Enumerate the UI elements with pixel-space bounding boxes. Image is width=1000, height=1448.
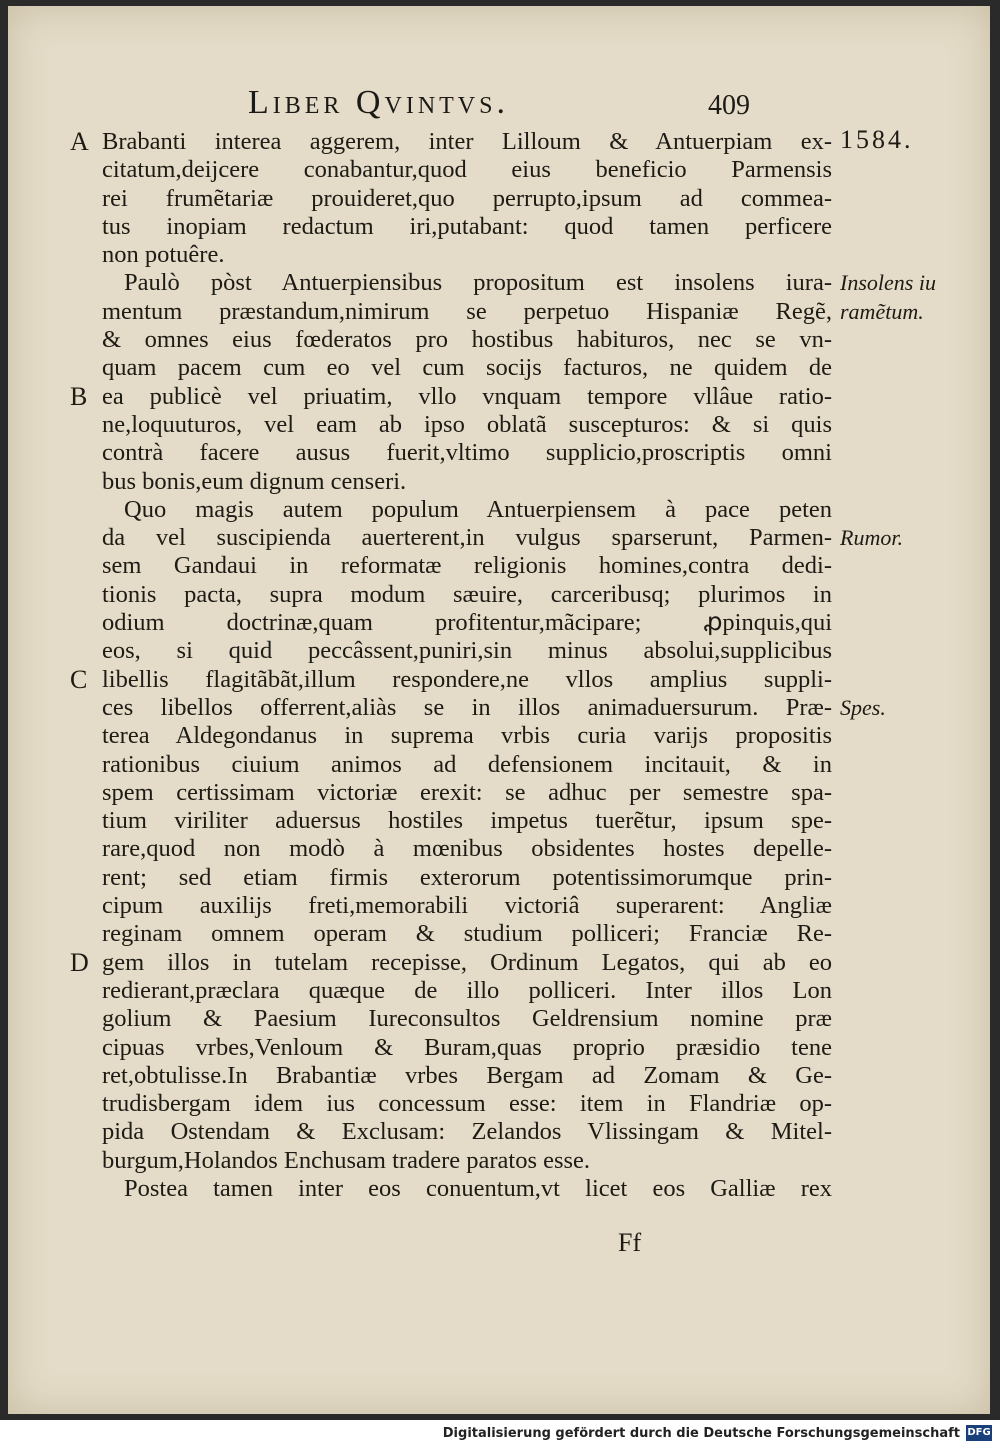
- text-line: [70, 694, 990, 722]
- line-text: gem illos in tutelam recepisse, Ordinum Legatos, qui ab eo: [102, 948, 832, 976]
- line-text: tus inopiam redactum iri,putabant: quod tamen perficere: [102, 212, 832, 240]
- text-line: [70, 807, 990, 835]
- line-text: da vel suscipienda auerterent,in vulgus sparserunt, Parmen-: [102, 524, 832, 552]
- line-text: quam pacem cum eo vel cum socijs facturos, ne quidem de: [102, 354, 832, 382]
- text-line: [70, 1090, 990, 1118]
- text-line: [70, 298, 990, 326]
- line-text: rei frumẽtariæ prouideret,quo perrupto,ipsum ad commea-: [102, 184, 832, 212]
- text-line: [70, 185, 990, 213]
- line-text: redierant,præclara quæque de illo polliceri. Inter illos Lon: [102, 976, 832, 1004]
- digitization-footer: [0, 1420, 1000, 1448]
- line-text: ces libellos offerrent,aliàs se in illos animaduersurum. Præ-: [102, 693, 832, 721]
- section-marker: B: [70, 381, 88, 411]
- line-text: tionis pacta, supra modum sæuire, carceribusq; plurimos in: [102, 580, 832, 608]
- book-page: [8, 6, 990, 1414]
- section-marker: C: [70, 664, 88, 694]
- text-line: [70, 751, 990, 779]
- dfg-logo: DFG: [966, 1425, 992, 1441]
- text-line: [70, 722, 990, 750]
- text-line: [70, 552, 990, 580]
- text-line: [70, 666, 990, 694]
- line-text: & omnes eius fœderatos pro hostibus habituros, nec se vn-: [102, 326, 832, 354]
- line-text: rationibus ciuium animos ad defensionem incitauit, & in: [102, 750, 832, 778]
- text-line: [70, 920, 990, 948]
- line-text: tium viriliter aduersus hostiles impetus tuerẽtur, ipsum spe-: [102, 807, 832, 835]
- text-line: [70, 1175, 990, 1203]
- marginal-note: Spes.: [840, 694, 886, 720]
- text-line: [70, 609, 990, 637]
- text-line: [70, 468, 990, 496]
- text-line: [70, 213, 990, 241]
- line-text: citatum,deijcere conabantur,quod eius beneficio Parmensis: [102, 156, 832, 184]
- line-text: terea Aldegondanus in suprema vrbis curia varijs propositis: [102, 722, 832, 750]
- line-text: rare,quod non modò à mœnibus obsidentes hostes depelle-: [102, 835, 832, 863]
- line-text: odium doctrinæ,quam profitentur,mãcipare; ꝓpinquis,qui: [102, 609, 832, 637]
- line-text: non potuêre.: [102, 241, 225, 269]
- text-line: [70, 156, 990, 184]
- text-line: [70, 383, 990, 411]
- line-text: spem certissimam victoriæ erexit: se adhuc per semestre spa-: [102, 778, 832, 806]
- line-text: contrà facere ausus fuerit,vltimo supplicio,proscriptis omni: [102, 439, 832, 467]
- line-text: rent; sed etiam firmis exterorum potentissimorumque prin-: [102, 863, 832, 891]
- line-text: eos, si quid peccâssent,puniri,sin minus absolui,supplicibus: [102, 637, 832, 665]
- line-text: sem Gandaui in reformatæ religionis homines,contra dedi-: [102, 552, 832, 580]
- text-line: [70, 864, 990, 892]
- line-text: cipum auxilijs freti,memorabili victoriâ superarent: Angliæ: [102, 892, 832, 920]
- text-line: [70, 241, 990, 269]
- marginal-note: ramẽtum.: [840, 298, 924, 324]
- line-text: Postea tamen inter eos conuentum,vt licet eos Galliæ rex: [124, 1174, 832, 1202]
- text-line: [70, 1118, 990, 1146]
- line-text: Quo magis autem populum Antuerpiensem à pace peten: [124, 495, 832, 523]
- text-line: [70, 779, 990, 807]
- text-line: [70, 524, 990, 552]
- line-text: bus bonis,eum dignum censeri.: [102, 467, 407, 495]
- marginal-note: Insolens iu: [840, 270, 936, 296]
- text-line: [70, 835, 990, 863]
- running-title: Liber Qvintvs.: [248, 84, 509, 121]
- line-text: ret,obtulisse.In Brabantiæ vrbes Bergam ad Zomam & Ge-: [102, 1061, 832, 1089]
- marginal-year: 1584.: [840, 125, 914, 154]
- line-text: libellis flagitãbãt,illum respondere,ne vllos amplius suppli-: [102, 665, 832, 693]
- text-line: [70, 269, 990, 297]
- line-text: cipuas vrbes,Venloum & Buram,quas proprio præsidio tene: [102, 1033, 832, 1061]
- line-text: reginam omnem operam & studium polliceri; Franciæ Re-: [102, 920, 832, 948]
- line-text: ne,loquuturos, vel eam ab ipso oblatã suscepturos: & si quis: [102, 410, 832, 438]
- text-line: [70, 581, 990, 609]
- body-text: [70, 125, 990, 1203]
- running-head: [8, 84, 990, 124]
- section-marker: A: [70, 127, 89, 156]
- funding-notice: Digitalisierung gefördert durch die Deutsche Forschungsgemeinschaft: [442, 1426, 960, 1441]
- text-line: [70, 637, 990, 665]
- text-line: [70, 439, 990, 467]
- text-line: [70, 949, 990, 977]
- text-line: [70, 354, 990, 382]
- text-line: [70, 496, 990, 524]
- text-line: [70, 1147, 990, 1175]
- line-text: golium & Paesium Iureconsultos Geldrensium nomine præ: [102, 1005, 832, 1033]
- line-text: Paulò pòst Antuerpiensibus propositum est insolens iura-: [124, 269, 832, 297]
- text-line: [70, 892, 990, 920]
- line-text: mentum præstandum,nimirum se perpetuo Hispaniæ Regẽ,: [102, 297, 832, 325]
- line-text: ea publicè vel priuatim, vllo vnquam tempore vllâue ratio-: [102, 382, 832, 410]
- line-text: trudisbergam idem ius concessum esse: item in Flandriæ op-: [102, 1090, 832, 1118]
- section-marker: D: [70, 947, 89, 977]
- page-number: 409: [708, 90, 750, 121]
- marginal-note: Rumor.: [840, 525, 903, 551]
- text-line: [70, 326, 990, 354]
- text-line: [70, 1034, 990, 1062]
- text-line: [70, 411, 990, 439]
- text-line: [70, 1062, 990, 1090]
- line-text: burgum,Holandos Enchusam tradere paratos esse.: [102, 1146, 591, 1174]
- line-text: pida Ostendam & Exclusam: Zelandos Vlissingam & Mitel-: [102, 1118, 832, 1146]
- text-line: [70, 1005, 990, 1033]
- signature-mark: Ff: [618, 1228, 642, 1257]
- line-text: Brabanti interea aggerem, inter Lilloum & Antuerpiam ex-: [102, 128, 832, 155]
- text-line: [70, 977, 990, 1005]
- text-line: [70, 125, 990, 156]
